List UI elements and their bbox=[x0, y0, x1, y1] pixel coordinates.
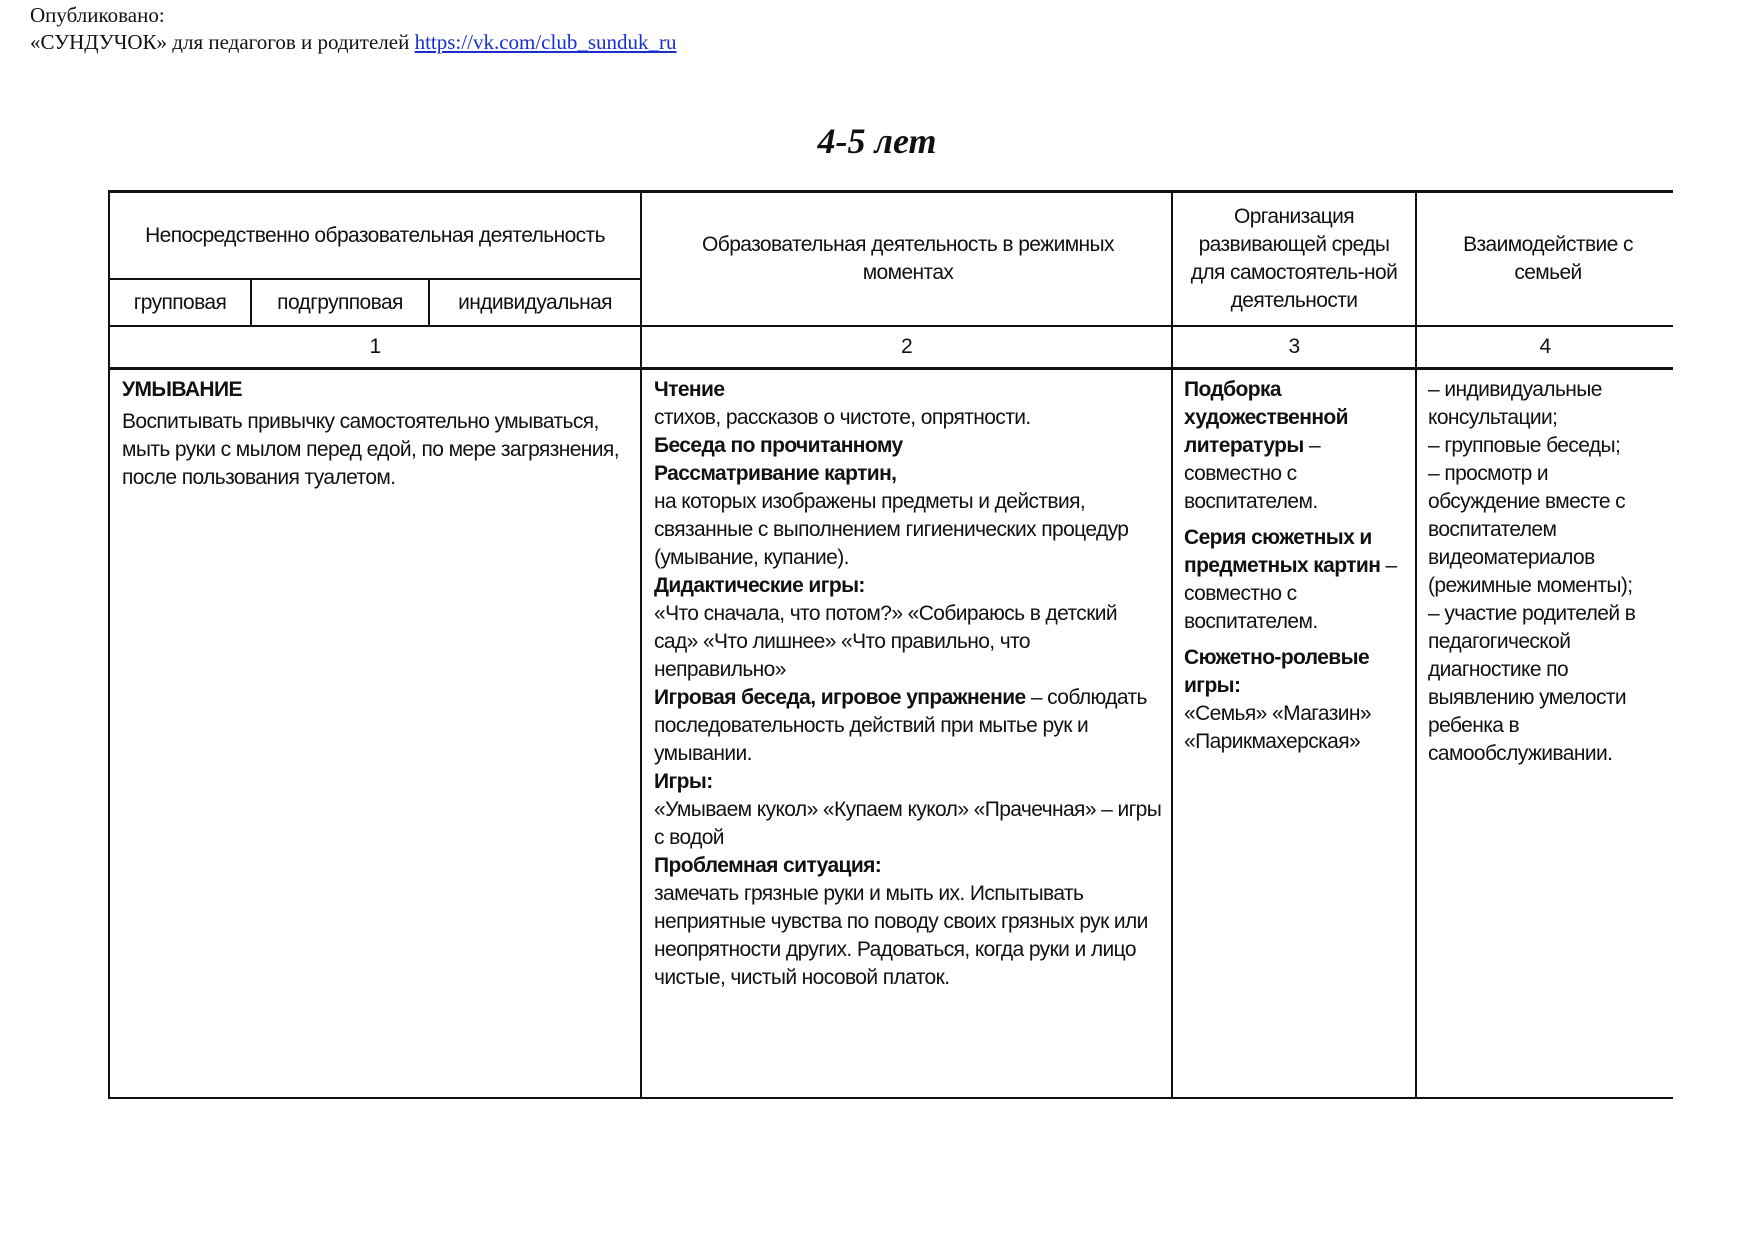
header-col4: Взаимодействие с семьей bbox=[1463, 233, 1633, 284]
col-number-1: 1 bbox=[369, 335, 381, 358]
col4-item: – участие родителей в педагогической диагностике по выявлению умелости ребенка в самообслуживании. bbox=[1428, 602, 1636, 765]
col2-item-bold: Проблемная ситуация: bbox=[654, 854, 882, 877]
col2-item-bold: Игровая беседа, игровое упражнение bbox=[654, 686, 1026, 709]
col2-item-text: стихов, рассказов о чистоте, опрятности. bbox=[654, 406, 1031, 429]
col2-item-bold: Игры: bbox=[654, 770, 713, 793]
col3-item-bold: Сюжетно-ролевые игры: bbox=[1184, 646, 1370, 697]
col4-content bbox=[1428, 376, 1663, 768]
col2-item-text: «Умываем кукол» «Купаем кукол» «Прачечная» – игры с водой bbox=[654, 798, 1162, 849]
col1-text: Воспитывать привычку самостоятельно умываться, мыть руки с мылом перед едой, по мере загрязнения, после пользования туалетом. bbox=[122, 410, 619, 489]
col3-item-text: «Семья» «Магазин» «Парикмахерская» bbox=[1184, 702, 1371, 753]
col-number-4: 4 bbox=[1539, 335, 1551, 358]
header-col2: Образовательная деятельность в режимных моментах bbox=[702, 233, 1114, 284]
source-link[interactable]: https://vk.com/club_sunduk_ru bbox=[414, 30, 677, 54]
col2-content bbox=[654, 376, 1164, 992]
col1-heading: УМЫВАНИЕ bbox=[122, 378, 242, 401]
col2-item-text: на которых изображены предметы и действия, связанные с выполнением гигиенических процедур (умывание, купание). bbox=[654, 490, 1129, 569]
published-label: Опубликовано: bbox=[30, 3, 165, 27]
col4-item: – индивидуальные консультации; bbox=[1428, 378, 1602, 429]
header-sub-individual: индивидуальная bbox=[458, 290, 612, 314]
col2-item-text: замечать грязные руки и мыть их. Испытывать неприятные чувства по поводу своих грязных рук или неопрятности других. Радоваться, когда руки и лицо чистые, чистый носовой платок. bbox=[654, 882, 1148, 989]
source-line bbox=[30, 29, 677, 56]
col3-content bbox=[1184, 376, 1409, 756]
col-number-2: 2 bbox=[900, 335, 913, 358]
header-sub-subgroup: подгрупповая bbox=[277, 290, 403, 314]
header-col3: Организация развивающей среды для самостоятель-ной деятельности bbox=[1190, 205, 1398, 312]
col2-item-bold: Дидактические игры: bbox=[654, 574, 865, 597]
col1-content bbox=[122, 376, 632, 492]
published-header bbox=[30, 2, 677, 56]
col2-item-bold: Рассматривание картин, bbox=[654, 462, 897, 485]
header-sub-group: групповая bbox=[133, 290, 227, 314]
col3-item-bold: Подборка художественной литературы bbox=[1184, 378, 1348, 457]
col2-item-bold: Чтение bbox=[654, 378, 725, 401]
col2-item-text: – соблюдать последовательность действий при мытье рук и умывании. bbox=[654, 686, 1147, 765]
col4-item: – просмотр и обсуждение вместе с воспитателем видеоматериалов (режимные моменты); bbox=[1428, 462, 1633, 597]
col3-item-text: – совместно с воспитателем. bbox=[1184, 434, 1321, 513]
page-title: 4-5 лет bbox=[817, 121, 937, 161]
col-number-3: 3 bbox=[1288, 335, 1300, 358]
col3-item-text: – совместно с воспитателем. bbox=[1184, 554, 1397, 633]
col2-item-text: «Что сначала, что потом?» «Собираюсь в детский сад» «Что лишнее» «Что правильно, что неправильно» bbox=[654, 602, 1118, 681]
header-col1: Непосредственно образовательная деятельность bbox=[145, 223, 605, 247]
source-text: «СУНДУЧОК» для педагогов и родителей bbox=[30, 30, 410, 54]
col4-item: – групповые беседы; bbox=[1428, 434, 1621, 457]
col3-item-bold: Серия сюжетных и предметных картин bbox=[1184, 526, 1381, 577]
col2-item-bold: Беседа по прочитанному bbox=[654, 434, 903, 457]
